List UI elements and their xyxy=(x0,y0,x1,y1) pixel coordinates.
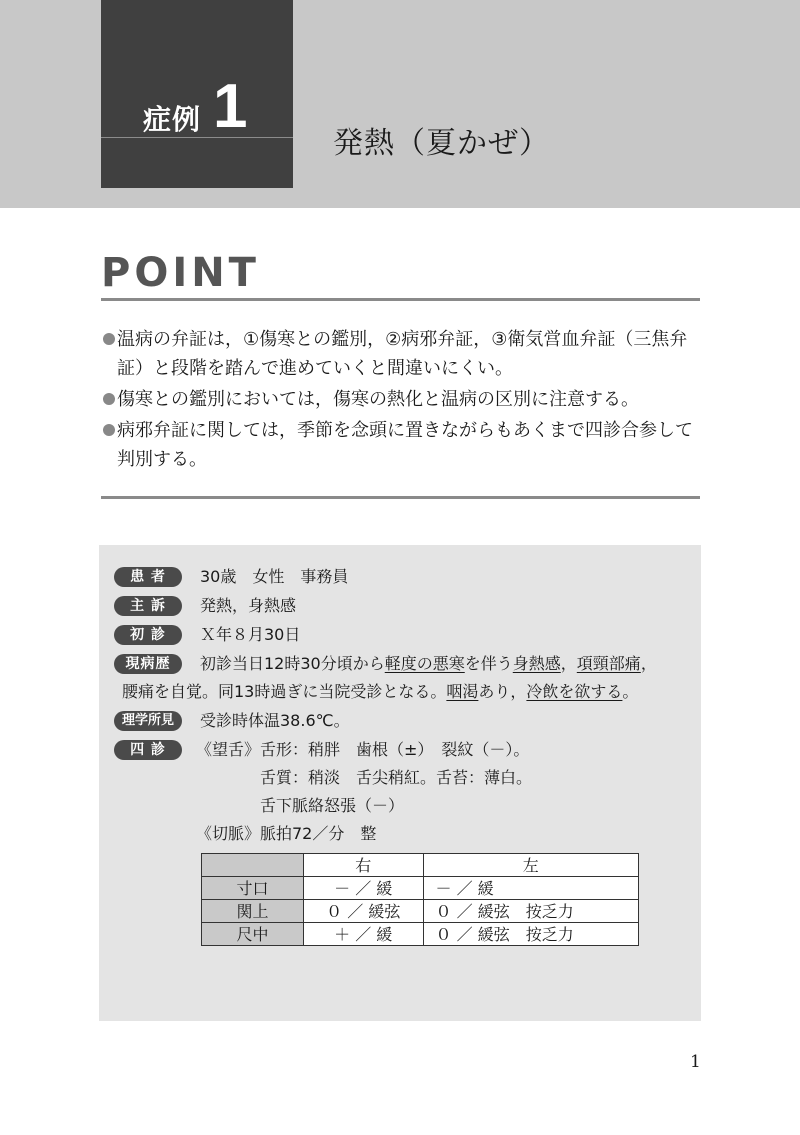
history-text: ， xyxy=(560,654,577,673)
history-text: ， xyxy=(640,654,657,673)
col-header-right: 右 xyxy=(304,854,424,877)
case-label: 症例 xyxy=(143,103,202,136)
history-line-2 xyxy=(122,681,638,703)
row-label: 寸口 xyxy=(202,877,304,900)
point-item-text: 傷寒との鑑別においては，傷寒の熱化と温病の区別に注意する。 xyxy=(117,389,639,410)
tongue-line-3: 舌下脈絡怒張（－） xyxy=(260,796,405,815)
four-exam-tag: 四 診 xyxy=(114,740,182,760)
bullet-icon xyxy=(103,424,115,436)
case-title: 発熱（夏かぜ） xyxy=(333,126,550,161)
physical-tag: 理学所見 xyxy=(114,711,182,731)
table-row xyxy=(202,923,639,946)
row-label: 関上 xyxy=(202,900,304,923)
physical-value: 受診時体温38.6℃。 xyxy=(200,711,350,730)
history-underlined: 項頸部痛 xyxy=(576,654,641,673)
first-visit-row xyxy=(114,624,182,646)
pulse-line: 《切脈》脈拍72／分 整 xyxy=(196,824,377,843)
history-text: を伴う xyxy=(464,654,513,673)
page-number: 1 xyxy=(690,1052,701,1072)
left-pulse-cell: ０ ／ 緩弦 按乏力 xyxy=(423,900,638,923)
patient-tag: 患 者 xyxy=(114,567,182,587)
bullet-icon xyxy=(103,393,115,405)
patient-row xyxy=(114,566,182,588)
patient-value: 30歳 女性 事務員 xyxy=(200,567,349,586)
history-underlined: 身熱感 xyxy=(512,654,561,673)
table-row xyxy=(202,900,639,923)
point-item-text: 病邪弁証に関しては，季節を念頭に置きながらもあくまで四診合参して判別する。 xyxy=(117,420,693,470)
table-corner-cell xyxy=(202,854,304,877)
history-underlined: 冷飲を欲する xyxy=(526,682,623,701)
pulse-table xyxy=(201,853,639,946)
history-text: あり， xyxy=(478,682,527,701)
left-pulse-cell: ０ ／ 緩弦 按乏力 xyxy=(423,923,638,946)
first-visit-value: Ｘ年８月30日 xyxy=(200,625,301,644)
first-visit-tag: 初 診 xyxy=(114,625,182,645)
right-pulse-cell: － ／ 緩 xyxy=(304,877,424,900)
col-header-left: 左 xyxy=(423,854,638,877)
right-pulse-cell: ＋ ／ 緩 xyxy=(304,923,424,946)
history-underlined: 咽渇 xyxy=(446,682,479,701)
bullet-icon xyxy=(103,333,115,345)
case-number: 1 xyxy=(213,72,248,141)
tongue-line-2: 舌質：稍淡 舌尖稍紅。舌苔：薄白。 xyxy=(260,768,533,787)
point-item xyxy=(103,416,703,474)
history-text: 腰痛を自覚。同13時過ぎに当院受診となる。 xyxy=(122,682,447,701)
case-label-box xyxy=(101,0,293,188)
row-label: 尺中 xyxy=(202,923,304,946)
left-pulse-cell: － ／ 緩 xyxy=(423,877,638,900)
history-line-1 xyxy=(200,653,657,675)
history-text: 。 xyxy=(622,682,639,701)
history-tag: 現病歴 xyxy=(114,654,182,674)
four-exam-row xyxy=(114,739,182,761)
table-row xyxy=(202,877,639,900)
point-divider-bottom xyxy=(101,496,700,499)
history-underlined: 軽度の悪寒 xyxy=(384,654,465,673)
point-divider-top xyxy=(101,298,700,301)
point-heading: POINT xyxy=(101,250,260,296)
point-item xyxy=(103,325,703,383)
complaint-tag: 主 訴 xyxy=(114,596,182,616)
physical-row xyxy=(114,710,182,732)
complaint-value: 発熱，身熱感 xyxy=(200,596,297,615)
history-text: 初診当日12時30分頃から xyxy=(200,654,385,673)
complaint-row xyxy=(114,595,182,617)
right-pulse-cell: ０ ／ 緩弦 xyxy=(304,900,424,923)
point-item-text: 温病の弁証は，①傷寒との鑑別，②病邪弁証，③衛気営血弁証（三焦弁証）と段階を踏んで進めていくと間違いにくい。 xyxy=(117,329,688,379)
point-list xyxy=(103,325,703,476)
point-item xyxy=(103,385,703,414)
table-header-row xyxy=(202,854,639,877)
tongue-line-1: 《望舌》舌形：稍胖 歯根（±） 裂紋（－）。 xyxy=(196,740,530,759)
history-row xyxy=(114,653,182,675)
